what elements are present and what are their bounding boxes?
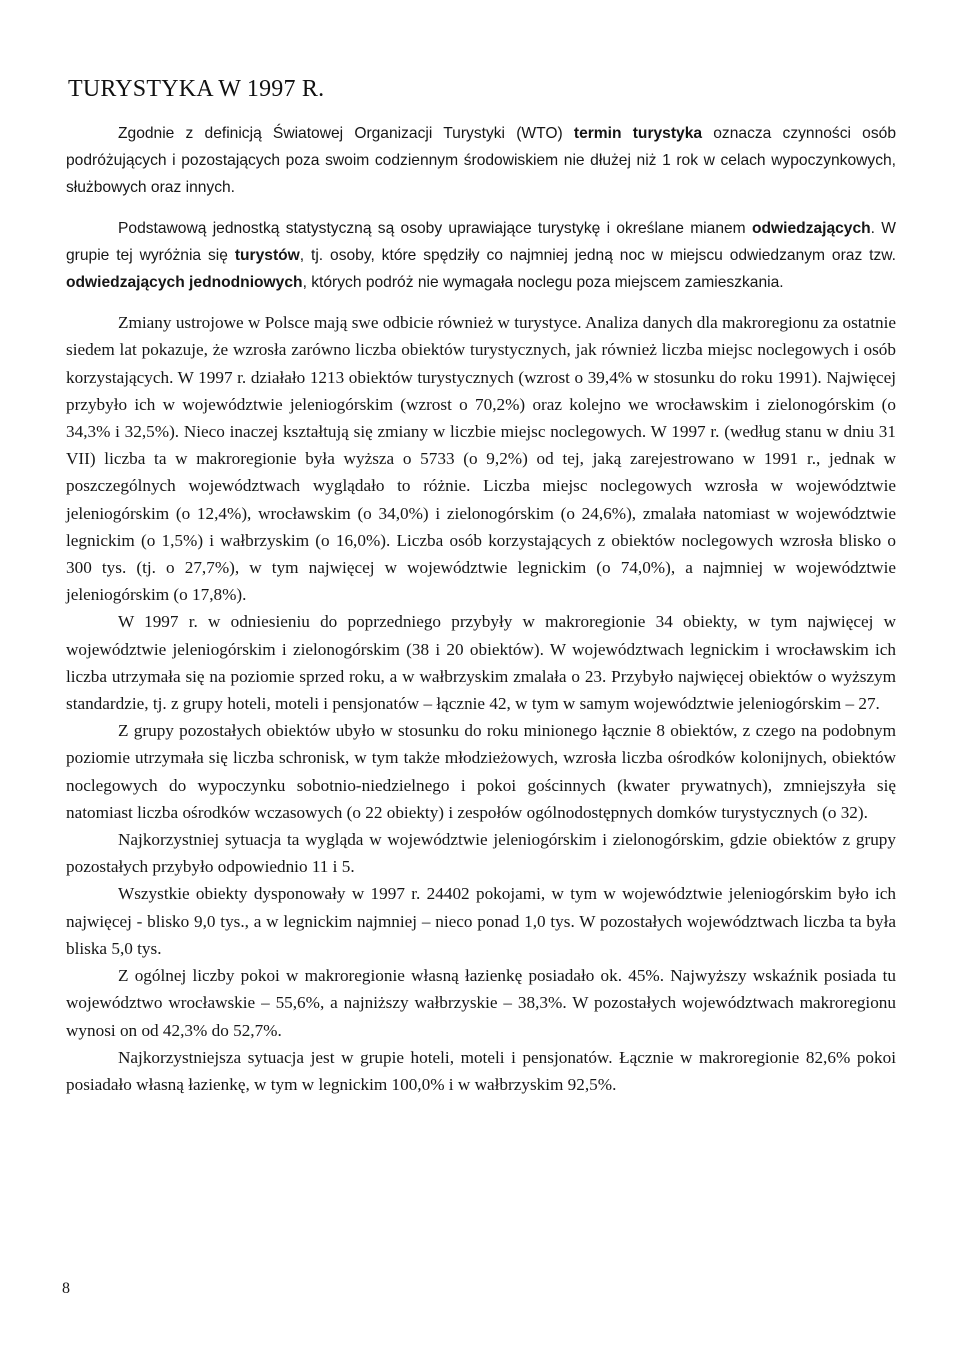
text-run: Z grupy pozostałych obiektów ubyło w stosunku do roku minionego łącznie 8 obiektów, z czego na podobnym poziomie utrzymała się liczba schronisk, w tym także młodzieżowych, wzrosła liczba ośrodków kolonijnych, obiektów noclegowych do wypoczynku sobotnio-niedzielnego i pokoi gościnnych (kwater prywatnych), zmniejszyła się natomiast liczba ośrodków wczasowych (o 22 obiekty) i zespołów ogólnodostępnych domków turystycznych (o 32).	[66, 721, 896, 822]
bold-term: odwiedzających jednodniowych	[66, 274, 303, 292]
page-title: TURYSTYKA W 1997 R.	[68, 76, 325, 102]
text-run: Zgodnie z definicją Światowej Organizacji Turystyki (WTO)	[118, 125, 574, 142]
page-number: 8	[62, 1280, 70, 1297]
paragraph-rooms	[66, 880, 896, 962]
paragraph-other-objects	[66, 717, 896, 826]
paragraph-bathrooms	[66, 962, 896, 1044]
paragraph-best-situation	[66, 826, 896, 880]
bold-term: turystów	[234, 246, 300, 264]
text-run: Zmiany ustrojowe w Polsce mają swe odbicie również w turystyce. Analiza danych dla makroregionu za ostatnie siedem lat pokazuje, że wzrosła zarówno liczba obiektów turystycznych, jak również liczba miejsc noclegowych i osób korzystających. W 1997 r. działało 1213 obiektów turystycznych (wzrost o 39,4% w stosunku do roku 1991). Najwięcej przybyło ich w województwie jeleniogórskim (wzrost o 70,2%) oraz kolejno we wrocławskim i zielonogórskim (o 34,3% i 32,5%). Nieco inaczej kształtują się zmiany w liczbie miejsc noclegowych. W 1997 r. (według stanu w dniu 31 VII) liczba ta w makroregionie była wyższa o 5733 (o 9,2%) od tej, jaką zarejestrowano w 1991 r., jednak w poszczególnych województwach wyglądało to różnie. Liczba miejsc noclegowych wzrosła w województwie jeleniogórskim (o 12,4%), wrocławskim (o 34,0%) i zielonogórskim (o 24,6%), zmalała natomiast w województwie legnickim (o 1,5%) i wałbrzyskim (o 16,0%). Liczba osób korzystających z obiektów noclegowych wzrosła blisko o 300 tys. (tj. o 27,7%), w tym najwięcej w województwie legnickim (o 74,0%), a najmniej w województwie jeleniogórskim (o 17,8%).	[66, 313, 896, 605]
text-run: W 1997 r. w odniesieniu do poprzedniego przybyły w makroregionie 34 obiekty, w tym najwięcej w województwie jeleniogórskim i zielonogórskim (38 i 20 obiektów). W województwach legnickim i wrocławskim ich liczba utrzymała się na poziomie sprzed roku, a w wałbrzyskim zmalała o 23. Przybyło najwięcej obiektów o wyższym standardzie, tj. z grupy hoteli, moteli i pensjonatów – łącznie 42, w tym w samym województwie jeleniogórskim – 27.	[66, 612, 896, 714]
text-run: Z ogólnej liczby pokoi w makroregionie własną łazienkę posiadało ok. 45%. Najwyższy wskaźnik posiada tu województwo wrocławskie – 55,6%, a najniższy wałbrzyskie – 38,3%. W pozostałych województwach makroregionu wynosi on od 42,3% do 52,7%.	[66, 966, 896, 1040]
paragraph-changes	[66, 309, 896, 608]
text-run: Podstawową jednostką statystyczną są osoby uprawiające turystykę i określane mianem	[118, 219, 752, 237]
text-run: , tj. osoby, które spędziły co najmniej jedną noc w miejscu odwiedzanym oraz tzw.	[299, 246, 896, 264]
text-run: Najkorzystniej sytuacja ta wygląda w województwie jeleniogórskim i zielonogórskim, gdzie obiektów z grupy pozostałych przybyło odpowiednio 11 i 5.	[66, 830, 896, 877]
bold-term: termin turystyka	[573, 125, 703, 142]
paragraph-visitors	[66, 215, 896, 297]
bold-term: odwiedzających	[751, 219, 871, 237]
paragraph-wto-definition	[66, 120, 896, 202]
text-run: Wszystkie obiekty dysponowały w 1997 r. 24402 pokojami, w tym w województwie jeleniogórskim było ich najwięcej - blisko 9,0 tys., a w legnickim najmniej – nieco ponad 1,0 tys. W pozostałych województwach liczba ta była bliska 5,0 tys.	[66, 884, 896, 958]
body-text	[66, 120, 896, 1098]
text-run: oznacza czynności osób podróżujących i pozostających poza swoim codziennym środowiskiem nie dłużej niż 1 rok w celach wypoczynkowych, służbowych oraz innych.	[66, 125, 896, 197]
paragraph-hotels	[66, 1044, 896, 1098]
paragraph-new-objects	[66, 608, 896, 717]
text-run: . W grupie tej wyróżnia się	[66, 219, 896, 264]
text-run: , których podróż nie wymagała noclegu poza miejscem zamieszkania.	[302, 274, 784, 292]
text-run: Najkorzystniejsza sytuacja jest w grupie hoteli, moteli i pensjonatów. Łącznie w makroregionie 82,6% pokoi posiadało własną łazienkę, w tym w legnickim 100,0% i w wałbrzyskim 92,5%.	[66, 1047, 896, 1094]
